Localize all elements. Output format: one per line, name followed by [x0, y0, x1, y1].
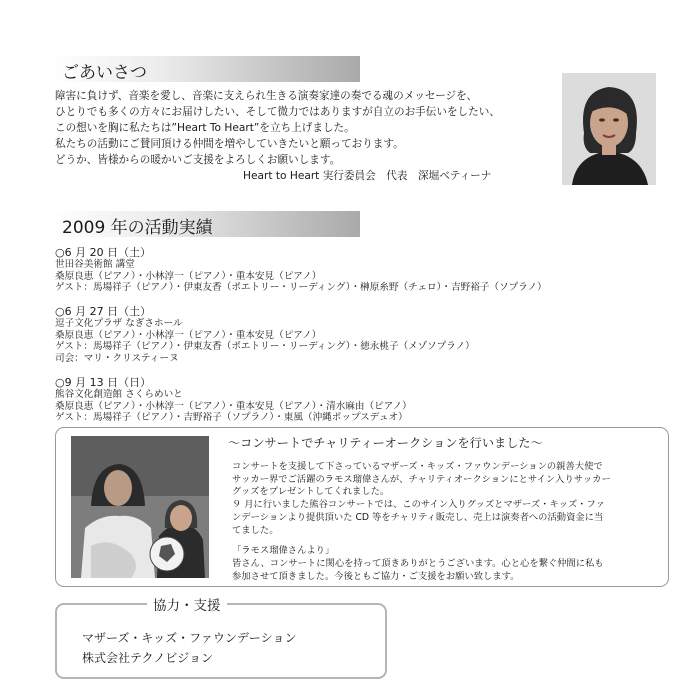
- charity-line: コンサートを支援して下さっているマザーズ・キッズ・ファウンデーションの親善大使で: [232, 461, 603, 472]
- event-date: ○6 月 27 日（土）: [55, 305, 152, 318]
- event-venue: 熊谷文化創造館 さくらめいと: [55, 389, 183, 400]
- greeting-section-header: [52, 56, 360, 82]
- event-guests: ゲスト：馬場祥子（ピアノ）・伊東友香（ポエトリー・リーディング）・徳永桃子（メゾソプラノ）: [55, 341, 475, 352]
- charity-line: グッズをプレゼントしてくれました。: [232, 486, 390, 498]
- event-block: [55, 246, 547, 294]
- supporter-item: 株式会社テクノビジョン: [82, 651, 214, 665]
- results-heading: 2009 年の活動実績: [62, 218, 213, 238]
- ramos-message-line: 参加させて頂きました。今後ともご協力・ご支援をお願い致します。: [232, 570, 520, 582]
- event-performers: 桑原良恵（ピアノ）・小林淳一（ピアノ）・重本安見（ピアノ）・清水麻由（ピアノ）: [55, 400, 412, 412]
- event-block: [55, 305, 475, 364]
- support-list: [82, 628, 296, 668]
- greeting-signature: Heart to Heart 実行委員会 代表 深堀ベティーナ: [243, 170, 492, 182]
- charity-line: ９ 月に行いました熊谷コンサートでは、このサイン入りグッズとマザーズ・キッズ・ファ: [232, 499, 605, 511]
- event-host: 司会：マリ・クリスティーヌ: [55, 352, 179, 364]
- representative-portrait-photo: [562, 73, 656, 185]
- event-guests: ゲスト：馬場祥子（ピアノ）・伊東友香（ポエトリー・リーディング）・榊原糸野（チェロ）・吉野裕子（ソプラノ）: [55, 282, 547, 293]
- charity-line: ンデーションより提供頂いた CD 等をチャリティ販売し、売上は演奏者への活動資金に当: [232, 511, 604, 523]
- greeting-line: どうか、皆様からの暖かいご支援をよろしくお願いします。: [55, 154, 341, 166]
- results-section-header: [52, 211, 360, 237]
- greeting-heading: ごあいさつ: [62, 63, 147, 83]
- charity-title: ～コンサートでチャリティーオークションを行いました～: [228, 436, 543, 450]
- charity-description: [232, 461, 662, 583]
- greeting-body: [55, 88, 550, 168]
- greeting-line: ひとりでも多くの方々にお届けしたい、そして微力ではありますが自立のお手伝いをしたい、: [55, 106, 500, 118]
- charity-line: てました。: [232, 524, 279, 536]
- event-performers: 桑原良恵（ピアノ）・小林淳一（ピアノ）・重本安見（ピアノ）: [55, 270, 322, 282]
- greeting-line: 私たちの活動にご賛同頂ける仲間を増やしていきたいと願っております。: [55, 138, 404, 150]
- event-date: ○6 月 20 日（土）: [55, 246, 152, 259]
- event-performers: 桑原良恵（ピアノ）・小林淳一（ピアノ）・重本安見（ピアノ）: [55, 329, 322, 341]
- charity-auction-box: [55, 427, 669, 587]
- greeting-line: この想いを胸に私たちは”Heart To Heart”を立ち上げました。: [55, 122, 355, 134]
- charity-line: サッカー界でご活躍のラモス瑠偉さんが、チャリティオークションにとサイン入りサッカー: [232, 473, 611, 485]
- ramos-message-title: 「ラモス瑠偉さんより」: [232, 545, 335, 557]
- ramos-message-line: 皆さん、コンサートに関心を持って頂きありがとうございます。心と心を繋ぐ仲間に私も: [232, 557, 604, 569]
- charity-photo: [71, 436, 209, 578]
- event-date: ○9 月 13 日（日）: [55, 376, 152, 389]
- event-block: [55, 376, 412, 424]
- greeting-line: 障害に負けず、音楽を愛し、音楽に支えられ生きる演奏家達の奏でる魂のメッセージを、: [55, 90, 478, 102]
- event-guests: ゲスト：馬場祥子（ピアノ）・吉野裕子（ソプラノ）・東風（沖縄ポップスデュオ）: [55, 412, 408, 423]
- event-venue: 世田谷美術館 講堂: [55, 259, 135, 270]
- support-title: 協力・支援: [147, 594, 227, 614]
- supporter-item: マザーズ・キッズ・ファウンデーション: [82, 631, 297, 645]
- event-venue: 逗子文化プラザ なぎさホール: [55, 318, 183, 329]
